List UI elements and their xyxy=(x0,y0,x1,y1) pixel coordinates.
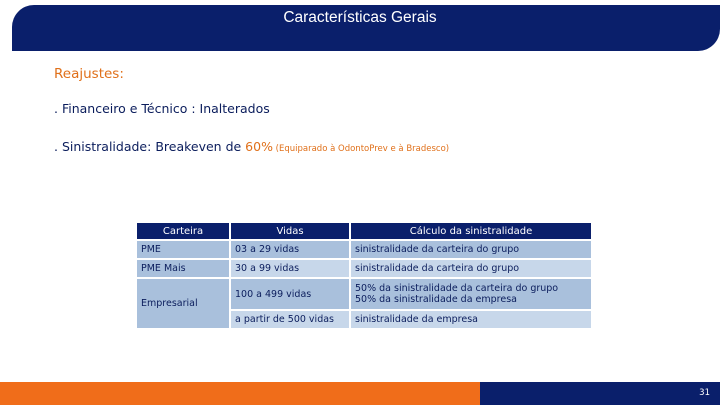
section-title: Reajustes: xyxy=(54,66,124,82)
cell-calculo-line2: 50% da sinistralidade da empresa xyxy=(355,294,517,305)
cell-carteira: Empresarial xyxy=(137,279,229,328)
cell-calculo xyxy=(351,279,591,309)
page-number: 31 xyxy=(699,388,710,398)
cell-calculo: sinistralidade da carteira do grupo xyxy=(351,260,591,277)
header-vidas: Vidas xyxy=(231,223,349,239)
cell-calculo: sinistralidade da empresa xyxy=(351,311,591,328)
cell-vidas: 03 a 29 vidas xyxy=(231,241,349,258)
cell-carteira: PME xyxy=(137,241,229,258)
sinistralidade-label: . Sinistralidade: xyxy=(54,139,156,154)
header-calculo: Cálculo da sinistralidade xyxy=(351,223,591,239)
cell-vidas: 100 a 499 vidas xyxy=(231,279,349,309)
cell-calculo-line1: 50% da sinistralidade da carteira do grupo xyxy=(355,283,559,294)
financeiro-line: . Financeiro e Técnico : Inalterados xyxy=(54,101,270,116)
table-header-row xyxy=(137,223,591,239)
breakeven-note: (Equiparado à OdontoPrev e à Bradesco) xyxy=(272,144,450,154)
footer-bar-navy xyxy=(480,382,720,405)
table-row xyxy=(137,241,591,258)
breakeven-text: Breakeven de xyxy=(155,139,246,154)
page-title: Características Gerais xyxy=(283,9,437,26)
sinistralidade-line xyxy=(54,139,449,154)
cell-carteira: PME Mais xyxy=(137,260,229,277)
cell-calculo: sinistralidade da carteira do grupo xyxy=(351,241,591,258)
cell-vidas: a partir de 500 vidas xyxy=(231,311,349,328)
cell-vidas: 30 a 99 vidas xyxy=(231,260,349,277)
header-carteira: Carteira xyxy=(137,223,229,239)
footer-bar-orange xyxy=(0,382,480,405)
table-row xyxy=(137,260,591,277)
sinistralidade-table xyxy=(135,221,593,330)
table-row xyxy=(137,279,591,309)
breakeven-percent: 60% xyxy=(245,139,273,154)
